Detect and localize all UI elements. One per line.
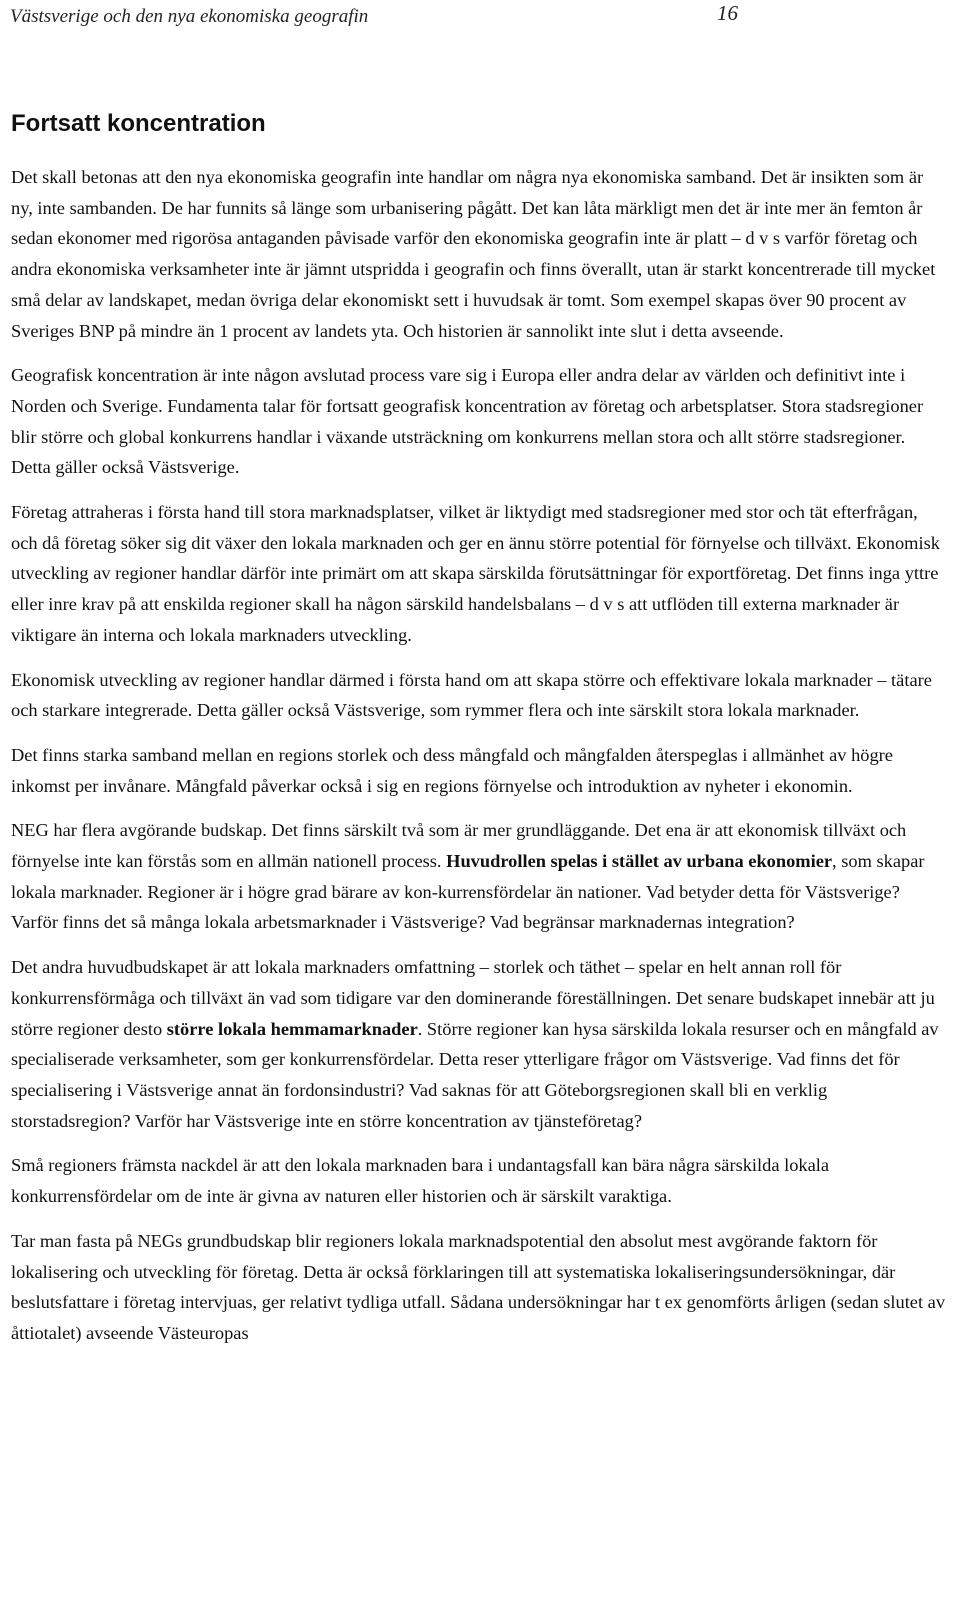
- running-header-title: Västsverige och den nya ekonomiska geografin: [10, 6, 369, 27]
- paragraph-text: Geografisk koncentration är inte någon avslutad process vare sig i Europa eller andra delar av världen och definitivt inte i Norden och Sverige. Fundamenta talar för fortsatt geografisk koncentration av företag och arbetsplatser. Stora stadsregioner blir större och global konkurrens handlar i växande utsträckning om konkurrens mellan stora och allt större stadsregioner. Detta gäller också Västsverige.: [11, 365, 924, 478]
- paragraph: [11, 1226, 947, 1349]
- paragraph-text: Det finns starka samband mellan en regions storlek och dess mångfald och mångfalden återspeglas i allmänhet av högre inkomst per invånare. Mångfald påverkar också i sig en regions förnyelse och introduktion av nyheter i ekonomin.: [11, 744, 893, 796]
- paragraph-text: Tar man fasta på NEGs grundbudskap blir regioners lokala marknadspotential den absolut mest avgörande faktorn för lokalisering och utveckling för företag. Detta är också förklaringen till att systematiska lokaliseringsundersökningar, där beslutsfattare i företag intervjuas, ger relativt tydliga utfall. Sådana undersökningar har t ex genomförts årligen (sedan slutet av åttiotalet) avseende Västeuropas: [11, 1230, 946, 1343]
- paragraph: [11, 740, 947, 801]
- body-text: [11, 162, 947, 1363]
- section-heading: Fortsatt koncentration: [11, 110, 266, 137]
- emphasized-text: större lokala hemmamarknader: [166, 1018, 418, 1039]
- paragraph-text: NEG har flera avgörande budskap. Det finns särskilt två som är mer grundläggande. Det ena är att ekonomisk tillväxt och förnyelse inte kan förstås som en allmän nationell process.: [11, 820, 907, 872]
- paragraph: [11, 162, 947, 346]
- paragraph-text: . Större regioner kan hysa särskilda lokala resurser och en mångfald av specialiserade verksamheter, som ger konkurrensfördelar. Detta reser ytterligare frågor om Västsverige. Vad finns det för specialisering i Västsverige annat än fordonsindustri? Vad saknas för att Göteborgsregionen skall bli en verklig storstadsregion? Varför har Västsverige inte en större koncentration av tjänsteföretag?: [11, 1018, 939, 1131]
- paragraph-text: , som skapar lokala marknader. Regioner är i högre grad bärare av kon-kurrensfördelar än nationer. Vad betyder detta för Västsverige? Varför finns det så många lokala arbetsmarknader i Västsverige? Vad begränsar marknadernas integration?: [11, 851, 925, 933]
- paragraph: [11, 1150, 947, 1211]
- emphasized-text: Huvudrollen spelas i stället av urbana ekonomier: [446, 851, 833, 872]
- paragraph-text: Ekonomisk utveckling av regioner handlar därmed i första hand om att skapa större och effektivare lokala marknader – tätare och starkare integrerade. Detta gäller också Västsverige, som rymmer flera och inte särskilt stora lokala marknader.: [11, 669, 932, 721]
- paragraph: [11, 360, 947, 483]
- paragraph-text: Företag attraheras i första hand till stora marknadsplatser, vilket är liktydigt med stadsregioner med stor och tät efterfrågan, och då företag söker sig dit växer den lokala marknaden och ger en ännu större potential för förnyelse och tillväxt. Ekonomisk utveckling av regioner handlar därför inte primärt om att skapa särskilda förutsättningar för exportföretag. Det finns inga yttre eller inre krav på att enskilda regioner skall ha någon särskild handelsbalans – d v s att utflöden till externa marknader är viktigare än interna och lokala marknaders utveckling.: [11, 502, 940, 645]
- paragraph: [11, 815, 947, 938]
- paragraph-text: Det andra huvudbudskapet är att lokala marknaders omfattning – storlek och täthet – spelar en helt annan roll för konkurrensförmåga och tillväxt än vad som tidigare var den dominerande föreställningen. Det senare budskapet innebär att ju större regioner desto: [11, 957, 935, 1039]
- page-number: 16: [717, 1, 738, 25]
- paragraph: [11, 665, 947, 726]
- paragraph: [11, 497, 947, 651]
- paragraph: [11, 952, 947, 1136]
- paragraph-text: Det skall betonas att den nya ekonomiska geografin inte handlar om några nya ekonomiska samband. Det är insikten som är ny, inte sambanden. De har funnits så länge som urbanisering pågått. Det kan låta märkligt men det är inte mer än femton år sedan ekonomer med rigorösa antaganden påvisade varför den ekonomiska geografin inte är platt – d v s varför företag och andra ekonomiska verksamheter inte är jämnt utspridda i geografin och finns överallt, utan är starkt koncentrerade till mycket små delar av landskapet, medan övriga delar ekonomiskt sett i huvudsak är tomt. Som exempel skapas över 90 procent av Sveriges BNP på mindre än 1 procent av landets yta. Och historien är sannolikt inte slut i detta avseende.: [11, 167, 936, 341]
- paragraph-text: Små regioners främsta nackdel är att den lokala marknaden bara i undantagsfall kan bära några särskilda lokala konkurrensfördelar om de inte är givna av naturen eller historien och är särskilt varaktiga.: [11, 1155, 830, 1207]
